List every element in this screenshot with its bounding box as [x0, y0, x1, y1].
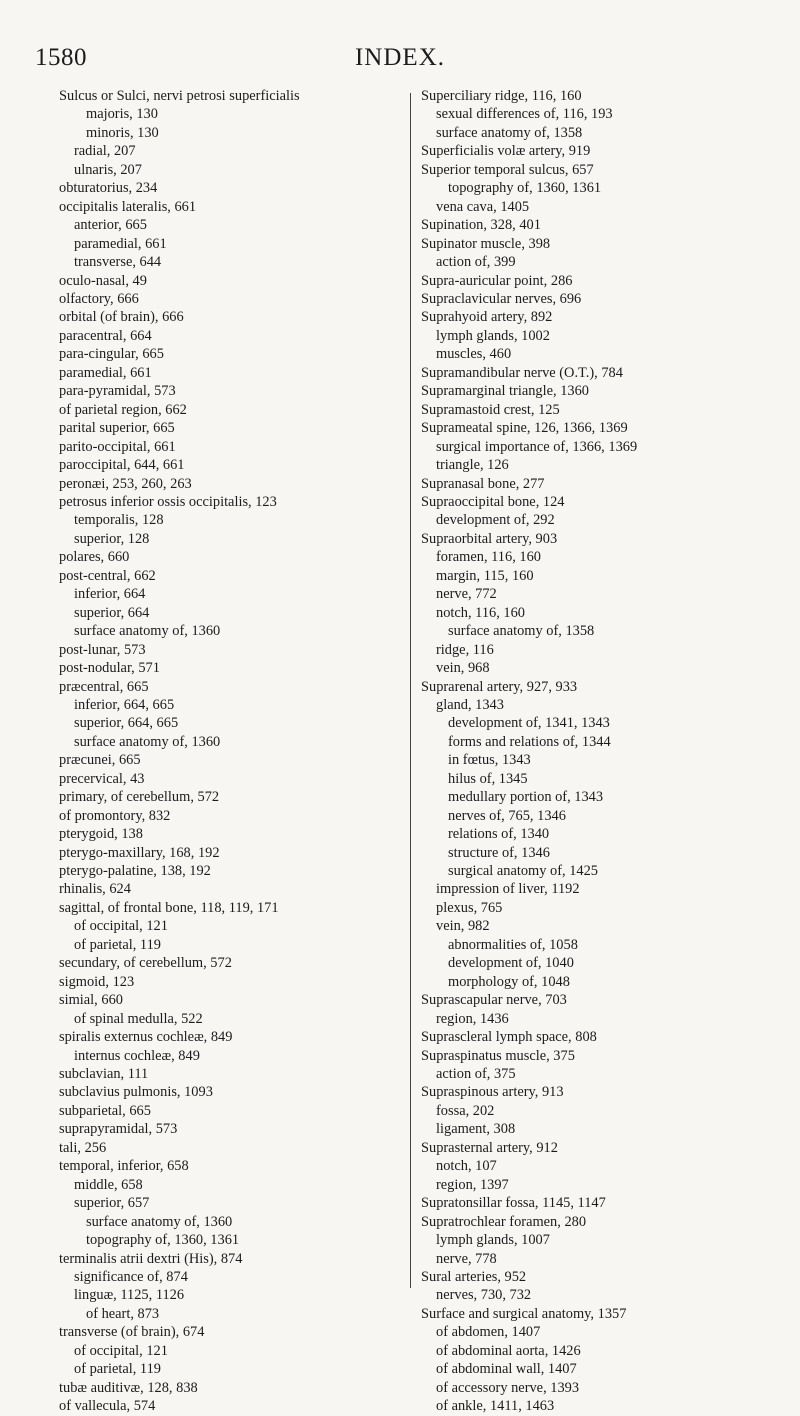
- index-entry: parito-occipital, 661: [59, 438, 176, 455]
- index-entry: Supratonsillar fossa, 1145, 1147: [421, 1195, 606, 1212]
- index-entry: development of, 292: [436, 512, 555, 529]
- index-entry: subclavius pulmonis, 1093: [59, 1084, 213, 1101]
- index-entry: abnormalities of, 1058: [448, 936, 578, 953]
- index-entry: Sulcus or Sulci, nervi petrosi superficialis: [59, 88, 300, 104]
- index-entry: Superciliary ridge, 116, 160: [421, 88, 582, 104]
- index-entry: topography of, 1360, 1361: [86, 1232, 240, 1249]
- index-entry: of occipital, 121: [74, 1342, 168, 1359]
- index-entry: linguæ, 1125, 1126: [74, 1287, 185, 1304]
- index-entry: plexus, 765: [436, 899, 503, 916]
- index-entry: ulnaris, 207: [74, 161, 142, 178]
- index-entry: paroccipital, 644, 661: [59, 457, 185, 474]
- index-entry: paramedial, 661: [59, 364, 152, 381]
- index-entry: notch, 107: [436, 1158, 497, 1175]
- index-entry: petrosus inferior ossis occipitalis, 123: [59, 493, 277, 510]
- index-entry: of promontory, 832: [59, 807, 171, 824]
- index-entry: tubæ auditivæ, 128, 838: [59, 1379, 198, 1396]
- index-entry: ridge, 116: [436, 641, 494, 658]
- index-entry: secundary, of cerebellum, 572: [59, 955, 232, 972]
- index-entry: Superficialis volæ artery, 919: [421, 143, 591, 160]
- index-column-left: [59, 87, 404, 1416]
- index-entry: post-central, 662: [59, 567, 156, 584]
- index-entry: vein, 982: [436, 918, 490, 935]
- index-entry: suprapyramidal, 573: [59, 1121, 178, 1138]
- index-entry: foramen, 116, 160: [436, 549, 541, 566]
- index-entry: surface anatomy of, 1360: [74, 623, 221, 640]
- index-entry: Suprarenal artery, 927, 933: [421, 678, 578, 695]
- index-entry: Supramandibular nerve (O.T.), 784: [421, 364, 623, 381]
- index-entry: oculo-nasal, 49: [59, 272, 147, 289]
- index-entry: of vallecula, 574: [59, 1398, 156, 1415]
- index-entry: Suprasternal artery, 912: [421, 1139, 558, 1156]
- index-entry: pterygo-maxillary, 168, 192: [59, 844, 220, 861]
- index-entry: transverse (of brain), 674: [59, 1324, 205, 1341]
- index-entry: pterygoid, 138: [59, 826, 143, 843]
- index-entry: fossa, 202: [436, 1102, 495, 1119]
- index-entry: Supramarginal triangle, 1360: [421, 383, 589, 400]
- index-entry: temporalis, 128: [74, 512, 164, 529]
- index-entry: præcentral, 665: [59, 678, 149, 695]
- index-entry: triangle, 126: [436, 457, 509, 474]
- index-entry: lymph glands, 1002: [436, 327, 550, 344]
- index-entry: primary, of cerebellum, 572: [59, 789, 220, 806]
- index-entry: of abdominal wall, 1407: [436, 1361, 577, 1378]
- index-entry: development of, 1040: [448, 955, 574, 972]
- index-entry: anterior, 665: [74, 217, 147, 234]
- index-entry: internus cochleæ, 849: [74, 1047, 200, 1064]
- index-entry: Supramastoid crest, 125: [421, 401, 560, 418]
- index-entry: sexual differences of, 116, 193: [436, 106, 613, 123]
- index-entry: Surface and surgical anatomy, 1357: [421, 1305, 627, 1322]
- index-entry: margin, 115, 160: [436, 567, 534, 584]
- index-entry: Supraorbital artery, 903: [421, 530, 558, 547]
- index-entry: superior, 128: [74, 530, 150, 547]
- index-entry: superior, 664: [74, 604, 150, 621]
- index-entry: Suprameatal spine, 126, 1366, 1369: [421, 420, 628, 437]
- index-entry: Sural arteries, 952: [421, 1269, 527, 1285]
- page-number: 1580: [35, 44, 87, 71]
- index-entry: temporal, inferior, 658: [59, 1158, 189, 1175]
- index-entry: pterygo-palatine, 138, 192: [59, 863, 211, 880]
- index-entry: terminalis atrii dextri (His), 874: [59, 1250, 243, 1267]
- index-entry: middle, 658: [74, 1176, 143, 1193]
- index-entry: spiralis externus cochleæ, 849: [59, 1029, 233, 1046]
- index-entry: subparietal, 665: [59, 1102, 151, 1119]
- index-entry: notch, 116, 160: [436, 604, 525, 621]
- index-entry: medullary portion of, 1343: [448, 789, 604, 806]
- index-entry: lymph glands, 1007: [436, 1232, 550, 1249]
- index-entry: nerve, 772: [436, 586, 497, 603]
- index-column-right: [421, 87, 783, 1416]
- index-entry: paracentral, 664: [59, 327, 152, 344]
- index-entry: impression of liver, 1192: [436, 881, 580, 898]
- index-entry: surface anatomy of, 1360: [74, 733, 221, 750]
- index-entry: inferior, 664: [74, 586, 146, 603]
- index-entry: tali, 256: [59, 1139, 107, 1156]
- index-entry: significance of, 874: [74, 1269, 188, 1285]
- index-entry: action of, 375: [436, 1066, 516, 1083]
- page-header: [0, 44, 800, 78]
- index-entry: simial, 660: [59, 992, 123, 1009]
- index-entry: of occipital, 121: [74, 918, 168, 935]
- index-entry: structure of, 1346: [448, 844, 550, 861]
- index-entry: muscles, 460: [436, 346, 512, 363]
- index-entry: of abdomen, 1407: [436, 1324, 541, 1341]
- index-entry: superior, 657: [74, 1195, 150, 1212]
- index-entry: Supraspinous artery, 913: [421, 1084, 564, 1101]
- index-entry: hilus of, 1345: [448, 770, 528, 787]
- index-entry: post-lunar, 573: [59, 641, 146, 658]
- index-entry: precervical, 43: [59, 770, 145, 787]
- index-entry: development of, 1341, 1343: [448, 715, 610, 732]
- column-divider: [410, 93, 411, 1288]
- index-entry: Supraspinatus muscle, 375: [421, 1047, 575, 1064]
- index-entry: surface anatomy of, 1360: [86, 1213, 233, 1230]
- index-entry: rhinalis, 624: [59, 881, 131, 898]
- index-entry: gland, 1343: [436, 696, 504, 713]
- page-title: INDEX.: [354, 44, 445, 71]
- index-entry: action of, 399: [436, 254, 516, 271]
- index-entry: obturatorius, 234: [59, 180, 158, 197]
- index-entry: topography of, 1360, 1361: [448, 180, 602, 197]
- index-entry: Supra-auricular point, 286: [421, 272, 573, 289]
- index-entry: Supraclavicular nerves, 696: [421, 290, 582, 307]
- index-entry: of accessory nerve, 1393: [436, 1379, 580, 1396]
- index-entry: paramedial, 661: [74, 235, 167, 252]
- index-entry: præcunei, 665: [59, 752, 141, 769]
- index-entry: olfactory, 666: [59, 290, 139, 307]
- index-entry: parital superior, 665: [59, 420, 175, 437]
- index-entry: post-nodular, 571: [59, 660, 160, 677]
- index-entry: inferior, 664, 665: [74, 696, 175, 713]
- index-entry: vena cava, 1405: [436, 198, 530, 215]
- index-entry: Suprascapular nerve, 703: [421, 992, 567, 1009]
- index-entry: nerves of, 765, 1346: [448, 807, 566, 824]
- index-entry: surface anatomy of, 1358: [448, 623, 595, 640]
- index-entry: Supination, 328, 401: [421, 217, 541, 234]
- index-entry: sigmoid, 123: [59, 973, 135, 990]
- index-entry: radial, 207: [74, 143, 136, 160]
- index-entry: subclavian, 111: [59, 1066, 149, 1083]
- index-entry: majoris, 130: [86, 106, 158, 123]
- index-entry: orbital (of brain), 666: [59, 309, 184, 326]
- index-entry: Supratrochlear foramen, 280: [421, 1213, 587, 1230]
- index-entry: Suprahyoid artery, 892: [421, 309, 553, 326]
- index-entry: of parietal, 119: [74, 936, 161, 953]
- index-entry: sagittal, of frontal bone, 118, 119, 171: [59, 899, 279, 916]
- index-entry: para-cingular, 665: [59, 346, 164, 363]
- index-entry: of spinal medulla, 522: [74, 1010, 203, 1027]
- index-entry: vein, 968: [436, 660, 490, 677]
- index-entry: nerves, 730, 732: [436, 1287, 532, 1304]
- index-entry: in fœtus, 1343: [448, 752, 531, 769]
- index-entry: superior, 664, 665: [74, 715, 179, 732]
- index-entry: surgical anatomy of, 1425: [448, 863, 599, 880]
- index-entry: of parietal region, 662: [59, 401, 187, 418]
- index-entry: ligament, 308: [436, 1121, 516, 1138]
- index-entry: polares, 660: [59, 549, 130, 566]
- index-entry: surface anatomy of, 1358: [436, 124, 583, 141]
- index-entry: of ankle, 1411, 1463: [436, 1398, 555, 1415]
- index-entry: region, 1397: [436, 1176, 509, 1193]
- index-entry: region, 1436: [436, 1010, 509, 1027]
- index-entry: occipitalis lateralis, 661: [59, 198, 197, 215]
- index-entry: transverse, 644: [74, 254, 162, 271]
- index-entry: relations of, 1340: [448, 826, 550, 843]
- index-entry: nerve, 778: [436, 1250, 497, 1267]
- index-entry: of heart, 873: [86, 1305, 160, 1322]
- index-entry: Supranasal bone, 277: [421, 475, 545, 492]
- index-entry: Suprascleral lymph space, 808: [421, 1029, 597, 1046]
- index-entry: peronæi, 253, 260, 263: [59, 475, 192, 492]
- index-entry: of parietal, 119: [74, 1361, 161, 1378]
- index-entry: Supraoccipital bone, 124: [421, 493, 565, 510]
- index-entry: Superior temporal sulcus, 657: [421, 161, 594, 178]
- index-entry: Supinator muscle, 398: [421, 235, 551, 252]
- index-entry: forms and relations of, 1344: [448, 733, 611, 750]
- index-entry: para-pyramidal, 573: [59, 383, 176, 400]
- index-entry: morphology of, 1048: [448, 973, 570, 990]
- index-entry: minoris, 130: [86, 124, 159, 141]
- index-entry: surgical importance of, 1366, 1369: [436, 438, 638, 455]
- index-entry: of abdominal aorta, 1426: [436, 1342, 581, 1359]
